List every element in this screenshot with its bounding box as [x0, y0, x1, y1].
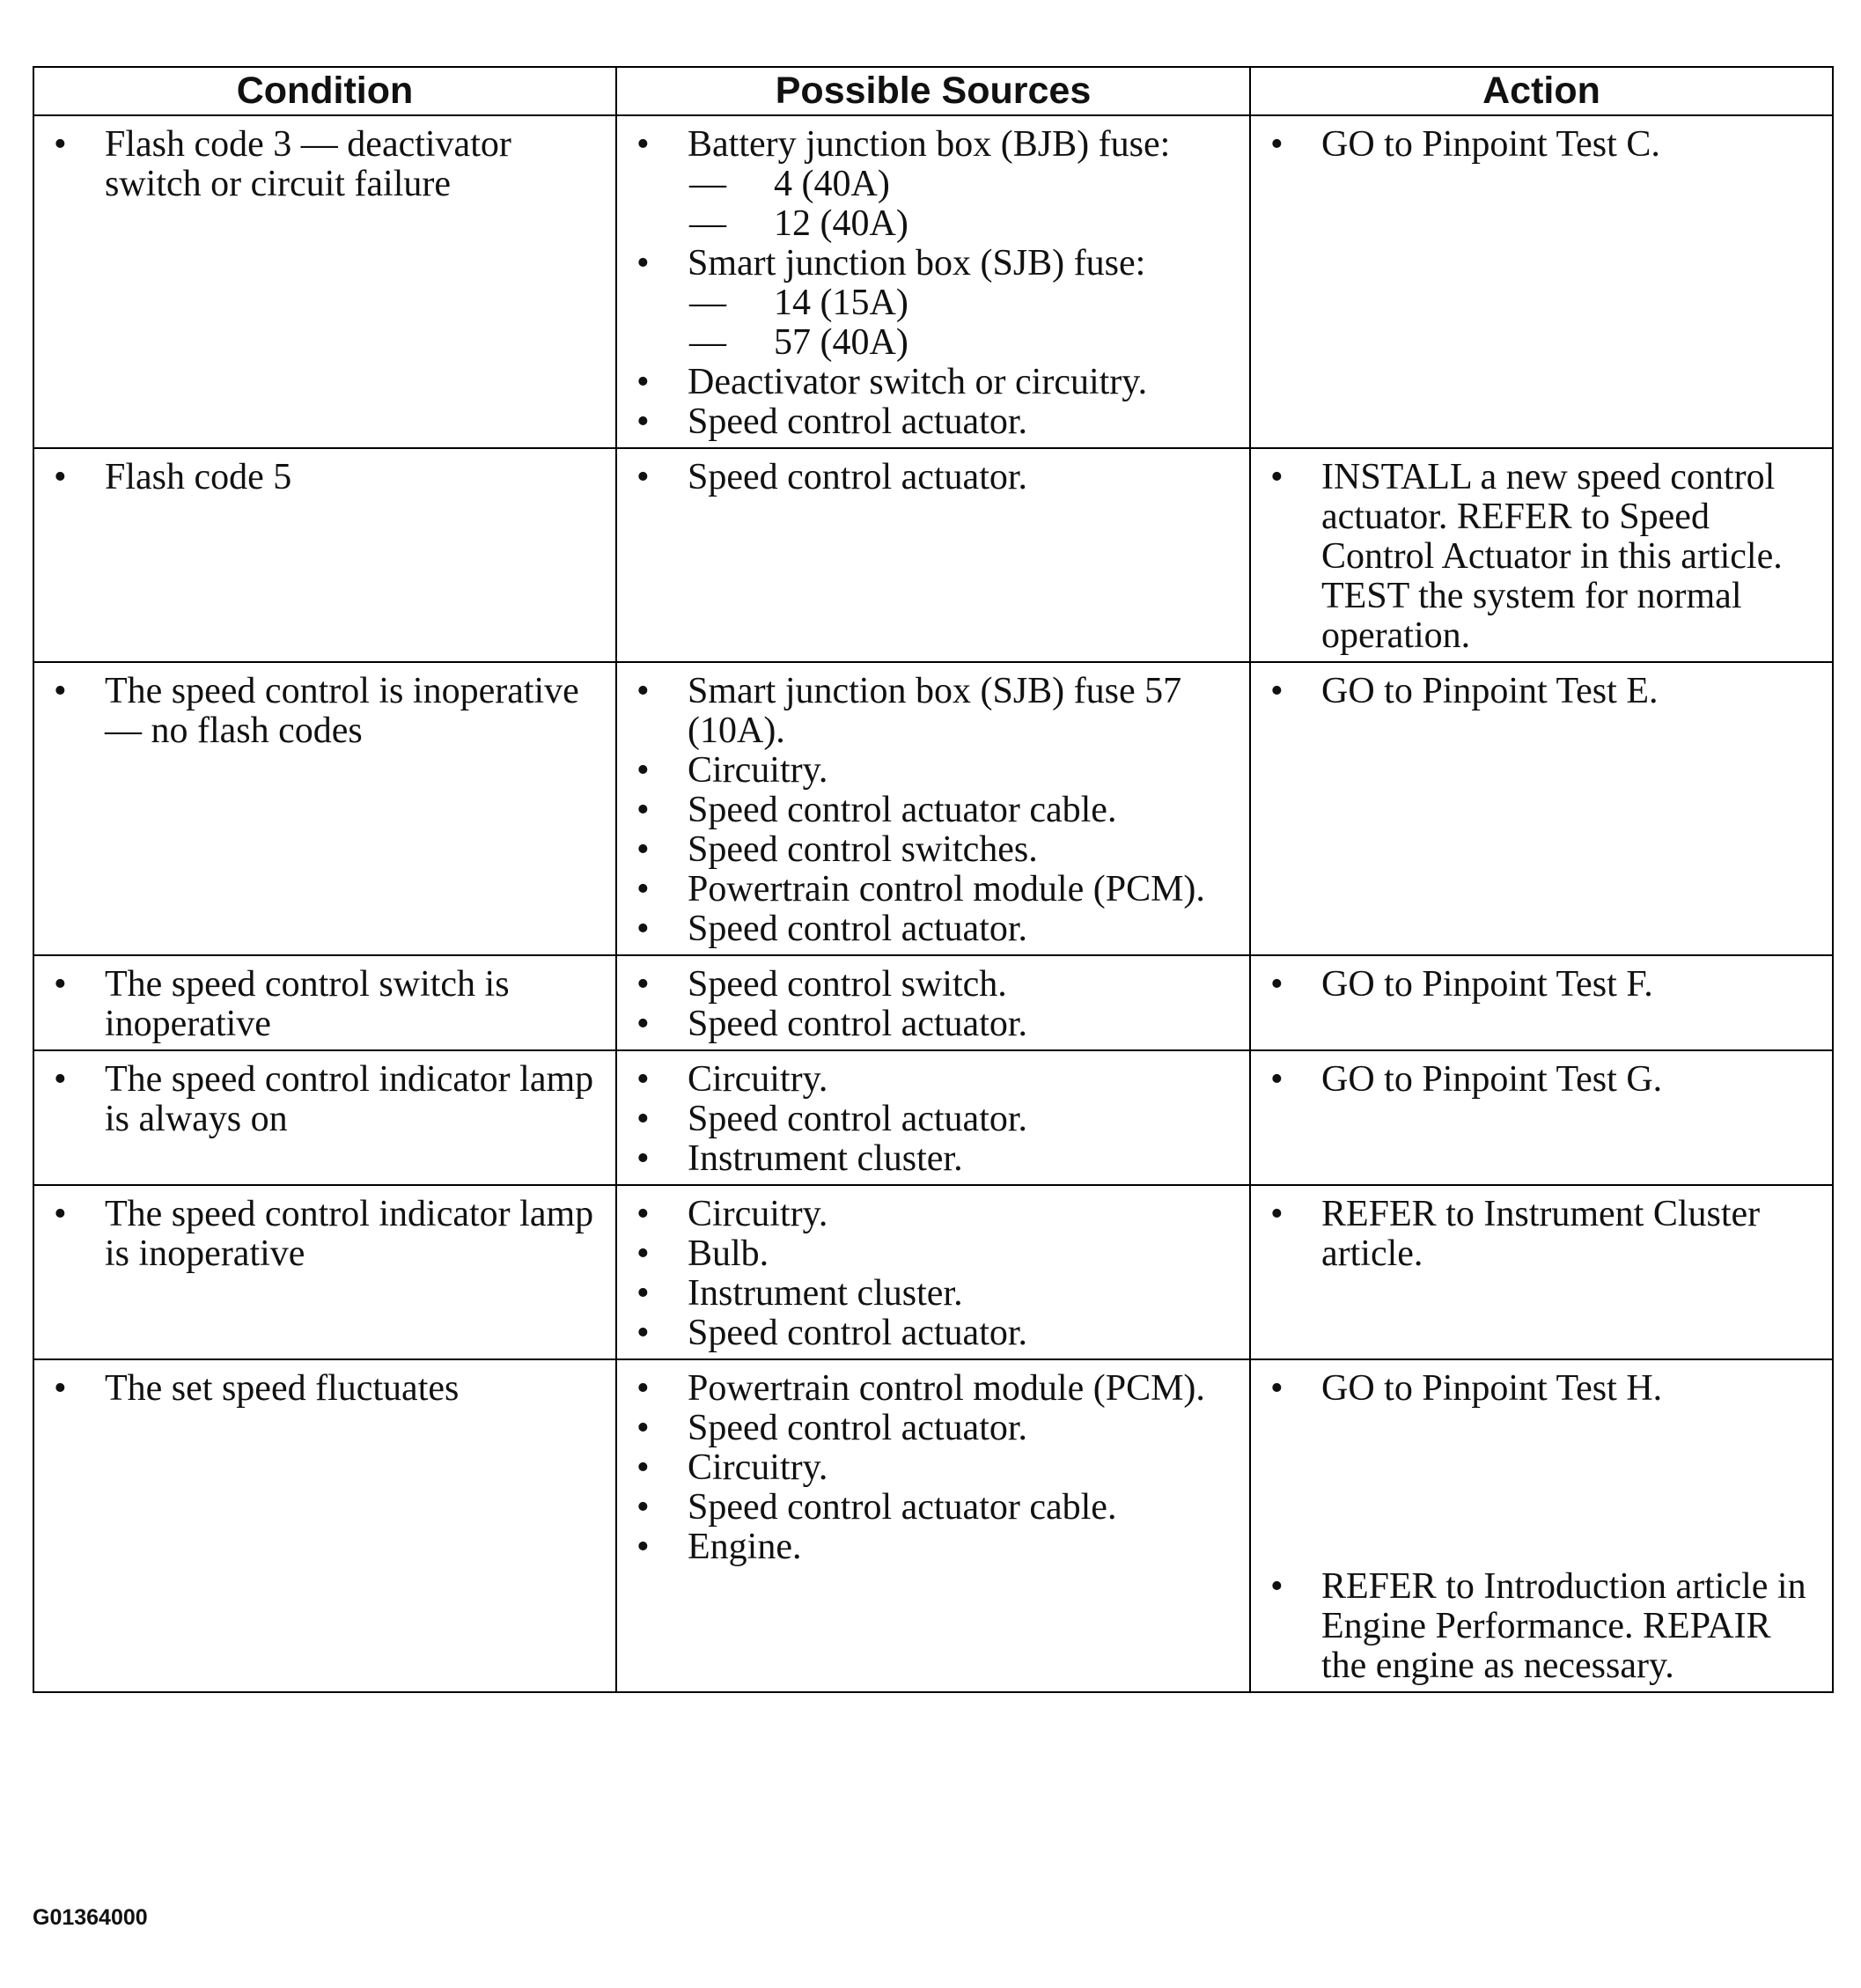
source-text: Deactivator switch or circuitry.	[688, 362, 1148, 402]
source-sub-item: — 57 (40A)	[688, 323, 1239, 363]
action-cell	[1250, 448, 1833, 662]
source-text: Smart junction box (SJB) fuse:	[688, 243, 1146, 283]
source-text: Speed control actuator.	[688, 401, 1028, 442]
condition-cell	[33, 662, 616, 955]
table-body	[33, 115, 1833, 1692]
header-action: Action	[1250, 67, 1833, 115]
source-item	[631, 1448, 1239, 1488]
source-text: Speed control actuator.	[688, 1004, 1028, 1044]
sources-list	[631, 672, 1239, 949]
source-text: Instrument cluster.	[688, 1138, 963, 1179]
source-text: Speed control switch.	[688, 964, 1007, 1005]
source-item	[631, 1488, 1239, 1528]
source-item	[631, 125, 1239, 244]
action-list	[1265, 1195, 1821, 1274]
condition-item: • The speed control is inoperative — no flash codes	[48, 672, 605, 751]
action-list	[1265, 672, 1821, 711]
condition-cell	[33, 448, 616, 662]
table-row	[33, 115, 1833, 448]
condition-list	[48, 672, 605, 751]
source-item	[631, 1005, 1239, 1044]
condition-item: • The speed control indicator lamp is inoperative	[48, 1195, 605, 1274]
sources-list	[631, 1195, 1239, 1353]
sources-cell	[616, 955, 1250, 1050]
action-item: • GO to Pinpoint Test G.	[1265, 1060, 1821, 1100]
sources-list	[631, 1060, 1239, 1179]
source-item	[631, 244, 1239, 363]
source-item	[631, 1100, 1239, 1139]
source-item	[631, 909, 1239, 949]
condition-list	[48, 1060, 605, 1139]
condition-list	[48, 458, 605, 497]
action-item: • REFER to Instrument Cluster article.	[1265, 1195, 1821, 1274]
source-item	[631, 402, 1239, 442]
action-cell	[1250, 1185, 1833, 1359]
source-text: Engine.	[688, 1527, 802, 1567]
sources-cell	[616, 115, 1250, 448]
source-item	[631, 751, 1239, 791]
condition-cell	[33, 1185, 616, 1359]
source-text: Circuitry.	[688, 1447, 828, 1488]
source-item	[631, 791, 1239, 830]
sources-cell	[616, 1050, 1250, 1185]
action-cell	[1250, 955, 1833, 1050]
source-item	[631, 830, 1239, 870]
action-list	[1265, 1369, 1821, 1686]
source-item	[631, 1528, 1239, 1567]
table-row	[33, 955, 1833, 1050]
sources-list	[631, 1369, 1239, 1567]
source-text: Speed control actuator.	[688, 1099, 1028, 1139]
action-item: • REFER to Introduction article in Engine Performance. REPAIR the engine as necessary.	[1265, 1567, 1821, 1686]
condition-cell	[33, 955, 616, 1050]
source-text: Smart junction box (SJB) fuse 57 (10A).	[688, 671, 1182, 751]
action-list	[1265, 125, 1821, 165]
sources-cell	[616, 1359, 1250, 1692]
source-item	[631, 1274, 1239, 1314]
table-row	[33, 1359, 1833, 1692]
source-text: Speed control actuator cable.	[688, 1487, 1117, 1528]
source-text: Powertrain control module (PCM).	[688, 869, 1205, 909]
source-sub-item: — 12 (40A)	[688, 204, 1239, 244]
source-item	[631, 458, 1239, 497]
action-cell	[1250, 1359, 1833, 1692]
condition-item: • The set speed fluctuates	[48, 1369, 605, 1409]
diagnosis-table-container	[33, 66, 1832, 1693]
action-item: • GO to Pinpoint Test F.	[1265, 965, 1821, 1005]
figure-id: G01364000	[33, 1905, 148, 1930]
table-row	[33, 1185, 1833, 1359]
sources-cell	[616, 1185, 1250, 1359]
condition-item: • The speed control switch is inoperative	[48, 965, 605, 1044]
action-item: • GO to Pinpoint Test E.	[1265, 672, 1821, 711]
sources-list	[631, 458, 1239, 497]
action-cell	[1250, 1050, 1833, 1185]
action-cell	[1250, 115, 1833, 448]
header-condition: Condition	[33, 67, 616, 115]
source-sub-list	[688, 283, 1239, 363]
header-row	[33, 67, 1833, 115]
condition-list	[48, 1195, 605, 1274]
source-text: Circuitry.	[688, 750, 828, 791]
source-item	[631, 870, 1239, 909]
source-item	[631, 1060, 1239, 1100]
condition-cell	[33, 1050, 616, 1185]
diagnosis-table	[33, 66, 1834, 1693]
table-row	[33, 448, 1833, 662]
action-item: • INSTALL a new speed control actuator. REFER to Speed Control Actuator in this article. TEST the system for normal operation.	[1265, 458, 1821, 656]
condition-list	[48, 1369, 605, 1409]
sources-list	[631, 965, 1239, 1044]
source-sub-item: — 4 (40A)	[688, 165, 1239, 204]
condition-list	[48, 965, 605, 1044]
source-text: Instrument cluster.	[688, 1273, 963, 1314]
source-text: Circuitry.	[688, 1194, 828, 1234]
source-item	[631, 1369, 1239, 1409]
source-text: Circuitry.	[688, 1059, 828, 1100]
source-item	[631, 1195, 1239, 1234]
source-text: Battery junction box (BJB) fuse:	[688, 124, 1171, 165]
source-sub-list	[688, 165, 1239, 244]
condition-cell	[33, 115, 616, 448]
source-text: Speed control switches.	[688, 829, 1038, 870]
header-possible-sources: Possible Sources	[616, 67, 1250, 115]
source-text: Speed control actuator.	[688, 909, 1028, 949]
condition-cell	[33, 1359, 616, 1692]
sources-cell	[616, 662, 1250, 955]
action-list	[1265, 458, 1821, 656]
condition-item: • The speed control indicator lamp is always on	[48, 1060, 605, 1139]
action-item: • GO to Pinpoint Test C.	[1265, 125, 1821, 165]
source-item	[631, 672, 1239, 751]
action-cell	[1250, 662, 1833, 955]
source-text: Speed control actuator.	[688, 1313, 1028, 1353]
action-item: • GO to Pinpoint Test H.	[1265, 1369, 1821, 1409]
source-sub-item: — 14 (15A)	[688, 283, 1239, 323]
source-text: Speed control actuator cable.	[688, 790, 1117, 830]
source-item	[631, 1314, 1239, 1353]
source-item	[631, 965, 1239, 1005]
condition-list	[48, 125, 605, 204]
sources-cell	[616, 448, 1250, 662]
source-text: Speed control actuator.	[688, 457, 1028, 497]
condition-item: • Flash code 3 — deactivator switch or circuit failure	[48, 125, 605, 204]
source-item	[631, 1139, 1239, 1179]
source-text: Powertrain control module (PCM).	[688, 1368, 1205, 1409]
source-item	[631, 1409, 1239, 1448]
action-list	[1265, 1060, 1821, 1100]
table-row	[33, 1050, 1833, 1185]
sources-list	[631, 125, 1239, 442]
source-item	[631, 1234, 1239, 1274]
condition-item: • Flash code 5	[48, 458, 605, 497]
action-list	[1265, 965, 1821, 1005]
source-text: Bulb.	[688, 1233, 769, 1274]
source-item	[631, 363, 1239, 402]
table-row	[33, 662, 1833, 955]
source-text: Speed control actuator.	[688, 1408, 1028, 1448]
